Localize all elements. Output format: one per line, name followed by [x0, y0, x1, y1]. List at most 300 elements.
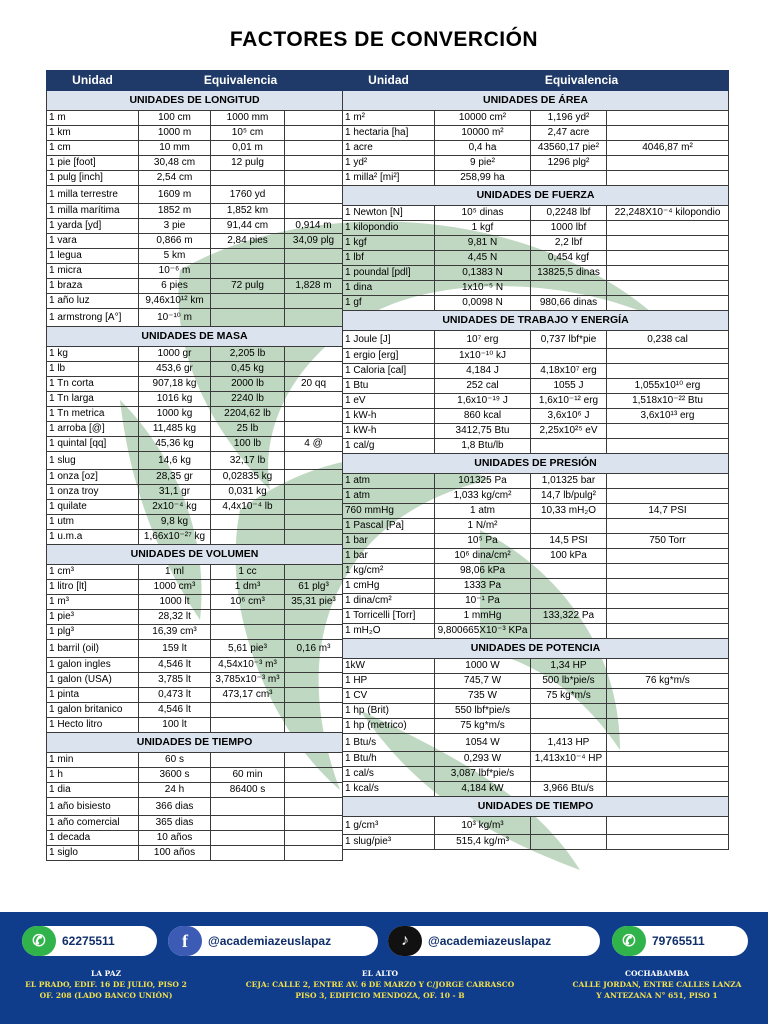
equivalence-cell: 750 Torr: [607, 534, 729, 549]
equivalence-cell: [607, 251, 729, 266]
equivalence-cell: 1,6x10⁻¹² erg: [531, 394, 607, 409]
equivalence-cell: 1,852 km: [211, 204, 285, 219]
table-row: [343, 564, 729, 579]
unit-cell: 1 galon (USA): [47, 673, 139, 688]
equivalence-cell: 252 cal: [435, 379, 531, 394]
tiktok-handle: @academiazeuslapaz: [428, 934, 552, 948]
section-title: UNIDADES DE VOLUMEN: [47, 545, 343, 565]
equivalence-cell: [285, 530, 343, 545]
equivalence-cell: 9,8 kg: [139, 515, 211, 530]
equivalence-cell: [211, 703, 285, 718]
whatsapp-icon: ✆: [612, 926, 646, 956]
unit-cell: 1 milla marítima: [47, 204, 139, 219]
equivalence-cell: [285, 768, 343, 783]
equivalence-cell: [607, 752, 729, 767]
equivalence-cell: 4,546 lt: [139, 658, 211, 673]
unit-cell: 1 bar: [343, 549, 435, 564]
table-row: [343, 767, 729, 782]
equivalence-cell: [211, 846, 285, 861]
equivalence-cell: 14,7 PSI: [607, 504, 729, 519]
unit-cell: 1 armstrong [A°]: [47, 309, 139, 327]
equivalence-cell: [531, 349, 607, 364]
equivalence-cell: 11,485 kg: [139, 422, 211, 437]
right-table: [342, 70, 729, 850]
equivalence-cell: 43560,17 pie²: [531, 141, 607, 156]
section-title: UNIDADES DE TIEMPO: [343, 797, 729, 817]
section-header: [343, 797, 729, 817]
equivalence-cell: [285, 204, 343, 219]
equivalence-cell: 1 atm: [435, 504, 531, 519]
equivalence-cell: [285, 141, 343, 156]
equivalence-cell: [285, 362, 343, 377]
whatsapp-pill-1[interactable]: [22, 926, 157, 956]
table-row: [343, 817, 729, 835]
section-header: [47, 733, 343, 753]
table-row: [47, 437, 343, 452]
equivalence-cell: 14,5 PSI: [531, 534, 607, 549]
unit-cell: 1 kW-h: [343, 409, 435, 424]
unit-cell: 1 hp (Brit): [343, 704, 435, 719]
equivalence-cell: [285, 422, 343, 437]
equivalence-cell: 1,413 HP: [531, 734, 607, 752]
equivalence-cell: 0,0098 N: [435, 296, 531, 311]
table-row: [343, 835, 729, 850]
equivalence-cell: 2x10⁻⁴ kg: [139, 500, 211, 515]
table-row: [47, 279, 343, 294]
equivalence-cell: 2,205 lb: [211, 347, 285, 362]
equivalence-cell: [285, 673, 343, 688]
facebook-handle: @academiazeuslapaz: [208, 934, 332, 948]
table-row: [343, 171, 729, 186]
equivalence-cell: 365 dias: [139, 816, 211, 831]
equivalence-cell: 34,09 plg: [285, 234, 343, 249]
equivalence-cell: 60 s: [139, 753, 211, 768]
equivalence-cell: [285, 753, 343, 768]
unit-cell: 1 quilate: [47, 500, 139, 515]
table-row: [343, 409, 729, 424]
equivalence-cell: [531, 579, 607, 594]
table-row: [47, 156, 343, 171]
section-header: [343, 91, 729, 111]
equivalence-cell: [607, 817, 729, 835]
equivalence-cell: 0,914 m: [285, 219, 343, 234]
equivalence-cell: 1x10⁻⁵ N: [435, 281, 531, 296]
table-row: [47, 595, 343, 610]
unit-cell: 1 atm: [343, 474, 435, 489]
equivalence-cell: 10⁻⁶ m: [139, 264, 211, 279]
table-row: [343, 379, 729, 394]
unit-cell: 1 arroba [@]: [47, 422, 139, 437]
table-row: [47, 452, 343, 470]
equivalence-cell: [607, 624, 729, 639]
table-row: [343, 394, 729, 409]
table-row: [47, 249, 343, 264]
equivalence-cell: 61 plg³: [285, 580, 343, 595]
facebook-icon: f: [168, 926, 202, 956]
equivalence-cell: [211, 816, 285, 831]
equivalence-cell: [607, 564, 729, 579]
equivalence-cell: 2240 lb: [211, 392, 285, 407]
equivalence-cell: [285, 500, 343, 515]
location-address: Y ANTEZANA N° 651, PISO 1: [596, 991, 718, 1000]
equivalence-cell: [607, 474, 729, 489]
equivalence-cell: [211, 798, 285, 816]
table-row: [47, 264, 343, 279]
equivalence-cell: 1 kgf: [435, 221, 531, 236]
unit-cell: 1 mH₂O: [343, 624, 435, 639]
equivalence-cell: 1000 kg: [139, 407, 211, 422]
section-title: UNIDADES DE PRESIÓN: [343, 454, 729, 474]
section-header: [343, 311, 729, 331]
equivalence-cell: [211, 625, 285, 640]
equivalence-cell: [607, 719, 729, 734]
unit-cell: 1 Joule [J]: [343, 331, 435, 349]
equivalence-cell: 3,6x10⁶ J: [531, 409, 607, 424]
equivalence-cell: [531, 704, 607, 719]
equivalence-cell: [607, 349, 729, 364]
tiktok-pill[interactable]: [388, 926, 600, 956]
table-row: [47, 816, 343, 831]
header-unit: Unidad: [343, 71, 435, 91]
equivalence-cell: 1333 Pa: [435, 579, 531, 594]
equivalence-cell: [285, 783, 343, 798]
equivalence-cell: 24 h: [139, 783, 211, 798]
equivalence-cell: [285, 625, 343, 640]
equivalence-cell: [285, 171, 343, 186]
unit-cell: 1 legua: [47, 249, 139, 264]
equivalence-cell: [285, 347, 343, 362]
equivalence-cell: 3600 s: [139, 768, 211, 783]
equivalence-cell: 0,01 m: [211, 141, 285, 156]
equivalence-cell: 745,7 W: [435, 674, 531, 689]
equivalence-cell: [285, 816, 343, 831]
table-row: [47, 422, 343, 437]
equivalence-cell: 1,055x10¹⁰ erg: [607, 379, 729, 394]
unit-cell: 1 atm: [343, 489, 435, 504]
table-row: [343, 251, 729, 266]
equivalence-cell: 0,866 m: [139, 234, 211, 249]
unit-cell: 1 CV: [343, 689, 435, 704]
equivalence-cell: [211, 249, 285, 264]
unit-cell: 1 km: [47, 126, 139, 141]
unit-cell: 1 cal/s: [343, 767, 435, 782]
equivalence-cell: 60 min: [211, 768, 285, 783]
unit-cell: 1 dina: [343, 281, 435, 296]
unit-cell: 1 g/cm³: [343, 817, 435, 835]
equivalence-cell: [211, 171, 285, 186]
unit-cell: 1 dina/cm²: [343, 594, 435, 609]
left-column: [46, 70, 342, 861]
equivalence-cell: 1 N/m²: [435, 519, 531, 534]
location-city: EL ALTO: [361, 969, 399, 978]
equivalence-cell: 1000 cm³: [139, 580, 211, 595]
unit-cell: 1 hectaria [ha]: [343, 126, 435, 141]
equivalence-cell: [285, 718, 343, 733]
equivalence-cell: 860 kcal: [435, 409, 531, 424]
equivalence-cell: 4,184 kW: [435, 782, 531, 797]
table-row: [343, 349, 729, 364]
unit-cell: 1 Pascal [Pa]: [343, 519, 435, 534]
unit-cell: 1 gf: [343, 296, 435, 311]
unit-cell: 1 slug/pie³: [343, 835, 435, 850]
equivalence-cell: [531, 624, 607, 639]
unit-cell: 1 cmHg: [343, 579, 435, 594]
table-row: [343, 221, 729, 236]
equivalence-cell: [607, 835, 729, 850]
equivalence-cell: 500 lb*pie/s: [531, 674, 607, 689]
location-address: CEJA: CALLE 2, ENTRE AV. 6 DE MARZO Y C/JORGE CARRASCO: [245, 980, 515, 989]
equivalence-cell: 1000 mm: [211, 111, 285, 126]
equivalence-cell: 0,1383 N: [435, 266, 531, 281]
equivalence-cell: [607, 782, 729, 797]
header-equivalence: Equivalencia: [435, 71, 729, 91]
unit-cell: 1 yd²: [343, 156, 435, 171]
table-row: [47, 783, 343, 798]
equivalence-cell: 1760 yd: [211, 186, 285, 204]
equivalence-cell: 1,828 m: [285, 279, 343, 294]
equivalence-cell: 72 pulg: [211, 279, 285, 294]
unit-cell: 1 plg³: [47, 625, 139, 640]
table-row: [47, 831, 343, 846]
equivalence-cell: 76 kg*m/s: [607, 674, 729, 689]
equivalence-cell: 258,99 ha: [435, 171, 531, 186]
equivalence-cell: [285, 515, 343, 530]
table-row: [343, 609, 729, 624]
equivalence-cell: [607, 424, 729, 439]
equivalence-cell: [285, 186, 343, 204]
section-title: UNIDADES DE MASA: [47, 327, 343, 347]
equivalence-cell: [607, 221, 729, 236]
equivalence-cell: [607, 519, 729, 534]
equivalence-cell: [607, 266, 729, 281]
equivalence-cell: [531, 767, 607, 782]
table-row: [343, 474, 729, 489]
equivalence-cell: 366 dias: [139, 798, 211, 816]
equivalence-cell: 2,84 pies: [211, 234, 285, 249]
facebook-pill[interactable]: [168, 926, 378, 956]
phone-number: 62275511: [62, 934, 115, 948]
table-row: [343, 489, 729, 504]
equivalence-cell: [607, 609, 729, 624]
equivalence-cell: 1000 lt: [139, 595, 211, 610]
unit-cell: 1 hp (metrico): [343, 719, 435, 734]
table-row: [343, 549, 729, 564]
equivalence-cell: 3,966 Btu/s: [531, 782, 607, 797]
equivalence-cell: 10⁵ Pa: [435, 534, 531, 549]
equivalence-cell: 25 lb: [211, 422, 285, 437]
equivalence-cell: [285, 565, 343, 580]
equivalence-cell: 100 kPa: [531, 549, 607, 564]
table-row: [47, 204, 343, 219]
equivalence-cell: 1000 W: [435, 659, 531, 674]
whatsapp-icon: ✆: [22, 926, 56, 956]
unit-cell: 1 siglo: [47, 846, 139, 861]
equivalence-cell: [607, 171, 729, 186]
equivalence-cell: 4,4x10⁻⁴ lb: [211, 500, 285, 515]
unit-cell: 1 kcal/s: [343, 782, 435, 797]
unit-cell: 1 año luz: [47, 294, 139, 309]
equivalence-cell: 1 cc: [211, 565, 285, 580]
equivalence-cell: [531, 519, 607, 534]
equivalence-cell: [531, 594, 607, 609]
section-header: [47, 91, 343, 111]
equivalence-cell: [285, 798, 343, 816]
table-row: [47, 565, 343, 580]
location-address: OF. 208 (LADO BANCO UNIÓN): [39, 991, 173, 1000]
equivalence-cell: 13825,5 dinas: [531, 266, 607, 281]
unit-cell: 1 kilopondio: [343, 221, 435, 236]
table-row: [47, 500, 343, 515]
table-row: [47, 171, 343, 186]
equivalence-cell: 3,087 lbf*pie/s: [435, 767, 531, 782]
equivalence-cell: 2204,62 lb: [211, 407, 285, 422]
table-row: [343, 111, 729, 126]
equivalence-cell: 10⁶ dina/cm²: [435, 549, 531, 564]
equivalence-cell: 907,18 kg: [139, 377, 211, 392]
equivalence-cell: [285, 703, 343, 718]
unit-cell: 1 lbf: [343, 251, 435, 266]
equivalence-cell: [211, 294, 285, 309]
unit-cell: 1 Hecto litro: [47, 718, 139, 733]
equivalence-cell: 4,45 N: [435, 251, 531, 266]
table-row: [343, 594, 729, 609]
equivalence-cell: 515,4 kg/m³: [435, 835, 531, 850]
section-header: [47, 327, 343, 347]
equivalence-cell: 0,473 lt: [139, 688, 211, 703]
table-row: [343, 659, 729, 674]
right-column: [342, 70, 728, 850]
equivalence-cell: [285, 658, 343, 673]
table-row: [47, 718, 343, 733]
table-row: [47, 753, 343, 768]
equivalence-cell: 1,8 Btu/lb: [435, 439, 531, 454]
unit-cell: 1 galon britanico: [47, 703, 139, 718]
equivalence-cell: 0,02835 kg: [211, 470, 285, 485]
equivalence-cell: [531, 281, 607, 296]
equivalence-cell: 12 pulg: [211, 156, 285, 171]
equivalence-cell: [285, 309, 343, 327]
unit-cell: 1 onza troy: [47, 485, 139, 500]
unit-cell: 1 m³: [47, 595, 139, 610]
table-row: [47, 485, 343, 500]
unit-cell: 1 u.m.a: [47, 530, 139, 545]
equivalence-cell: 4 @: [285, 437, 343, 452]
unit-cell: 1 ergio [erg]: [343, 349, 435, 364]
equivalence-cell: [607, 364, 729, 379]
table-row: [47, 530, 343, 545]
equivalence-cell: [531, 564, 607, 579]
equivalence-cell: 1,6x10⁻¹⁹ J: [435, 394, 531, 409]
unit-cell: 1 h: [47, 768, 139, 783]
equivalence-cell: 4,54x10⁻³ m³: [211, 658, 285, 673]
equivalence-cell: 2,54 cm: [139, 171, 211, 186]
table-row: [47, 610, 343, 625]
equivalence-cell: [531, 439, 607, 454]
table-row: [47, 377, 343, 392]
equivalence-cell: [285, 485, 343, 500]
equivalence-cell: 0,2248 lbf: [531, 206, 607, 221]
equivalence-cell: 453,6 gr: [139, 362, 211, 377]
section-header: [343, 186, 729, 206]
unit-cell: 1 cm: [47, 141, 139, 156]
table-row: [343, 424, 729, 439]
location-address: EL PRADO, EDIF. 16 DE JULIO, PISO 2: [25, 980, 187, 989]
equivalence-cell: 1016 kg: [139, 392, 211, 407]
equivalence-cell: 1 dm³: [211, 580, 285, 595]
equivalence-cell: 75 kg*m/s: [435, 719, 531, 734]
unit-cell: 1 onza [oz]: [47, 470, 139, 485]
location-address: CALLE JORDAN, ENTRE CALLES LANZA: [572, 980, 742, 989]
table-row: [343, 624, 729, 639]
equivalence-cell: 100 años: [139, 846, 211, 861]
equivalence-cell: [607, 126, 729, 141]
equivalence-cell: 9,81 N: [435, 236, 531, 251]
equivalence-cell: 101325 Pa: [435, 474, 531, 489]
unit-cell: 1 m²: [343, 111, 435, 126]
equivalence-cell: 0,238 cal: [607, 331, 729, 349]
whatsapp-pill-2[interactable]: [612, 926, 748, 956]
equivalence-cell: [211, 309, 285, 327]
section-title: UNIDADES DE TRABAJO Y ENERGÍA: [343, 311, 729, 331]
table-row: [343, 689, 729, 704]
unit-cell: 1 Caloria [cal]: [343, 364, 435, 379]
unit-cell: 760 mmHg: [343, 504, 435, 519]
equivalence-cell: 14,6 kg: [139, 452, 211, 470]
equivalence-cell: 3,785 lt: [139, 673, 211, 688]
equivalence-cell: [607, 281, 729, 296]
unit-cell: 1 pie³: [47, 610, 139, 625]
section-title: UNIDADES DE POTENCIA: [343, 639, 729, 659]
table-row: [47, 846, 343, 861]
equivalence-cell: [211, 610, 285, 625]
table-row: [47, 798, 343, 816]
left-table: [46, 70, 343, 861]
equivalence-cell: [607, 734, 729, 752]
location-cochabamba: [552, 968, 762, 1001]
table-row: [343, 141, 729, 156]
equivalence-cell: 6 pies: [139, 279, 211, 294]
equivalence-cell: [607, 111, 729, 126]
section-header: [343, 639, 729, 659]
equivalence-cell: [285, 156, 343, 171]
location-la-paz: [6, 968, 206, 1001]
table-row: [47, 673, 343, 688]
table-row: [343, 281, 729, 296]
table-row: [47, 234, 343, 249]
table-row: [343, 126, 729, 141]
equivalence-cell: [607, 689, 729, 704]
table-row: [343, 734, 729, 752]
equivalence-cell: 3,6x10¹³ erg: [607, 409, 729, 424]
equivalence-cell: 100 lb: [211, 437, 285, 452]
unit-cell: 1 yarda [yd]: [47, 219, 139, 234]
unit-cell: 1 kW-h: [343, 424, 435, 439]
equivalence-cell: [211, 753, 285, 768]
equivalence-cell: 550 lbf*pie/s: [435, 704, 531, 719]
unit-cell: 1 bar: [343, 534, 435, 549]
table-row: [343, 439, 729, 454]
equivalence-cell: 2000 lb: [211, 377, 285, 392]
equivalence-cell: 3 pie: [139, 219, 211, 234]
equivalence-cell: 4,546 lt: [139, 703, 211, 718]
unit-cell: 1 Btu/s: [343, 734, 435, 752]
equivalence-cell: 4,18x10⁷ erg: [531, 364, 607, 379]
table-row: [343, 534, 729, 549]
table-row: [343, 236, 729, 251]
equivalence-cell: [285, 294, 343, 309]
equivalence-cell: 10000 cm²: [435, 111, 531, 126]
unit-cell: 1 litro [lt]: [47, 580, 139, 595]
